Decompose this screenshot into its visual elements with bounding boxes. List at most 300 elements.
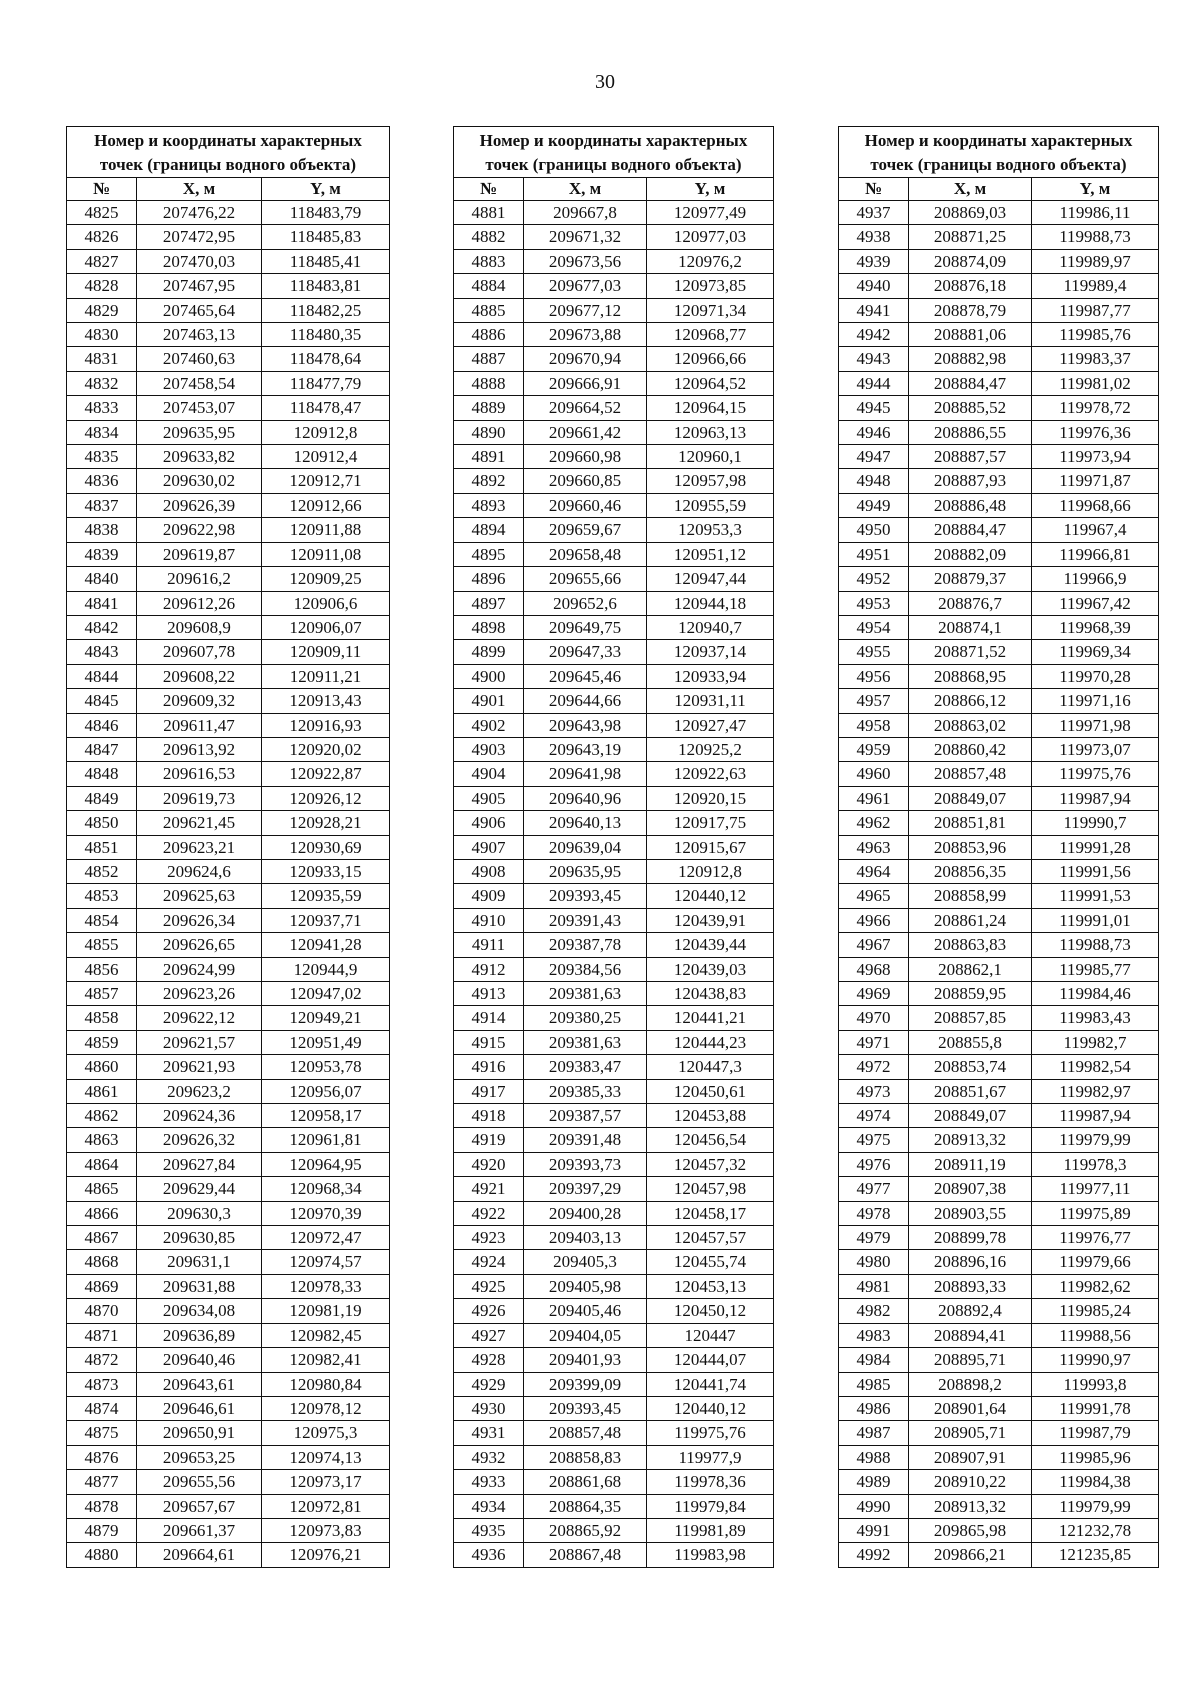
- point-number-cell: 4919: [454, 1128, 524, 1152]
- y-coordinate-cell: 120972,47: [262, 1226, 390, 1250]
- x-coordinate-cell: 208876,18: [909, 274, 1032, 298]
- x-coordinate-cell: 209608,9: [137, 615, 262, 639]
- y-coordinate-cell: 120957,98: [647, 469, 774, 493]
- x-coordinate-cell: 209660,98: [524, 445, 647, 469]
- y-coordinate-cell: 119976,36: [1032, 420, 1159, 444]
- y-coordinate-cell: 120931,11: [647, 689, 774, 713]
- x-coordinate-cell: 207463,13: [137, 323, 262, 347]
- table-row: [454, 591, 774, 615]
- x-coordinate-cell: 208887,57: [909, 445, 1032, 469]
- point-number-cell: 4945: [839, 396, 909, 420]
- table-row: [454, 1226, 774, 1250]
- x-coordinate-cell: 208886,55: [909, 420, 1032, 444]
- point-number-cell: 4885: [454, 298, 524, 322]
- point-number-cell: 4939: [839, 249, 909, 273]
- point-number-cell: 4968: [839, 957, 909, 981]
- y-coordinate-cell: 119967,4: [1032, 518, 1159, 542]
- y-coordinate-cell: 119971,87: [1032, 469, 1159, 493]
- y-coordinate-cell: 120439,44: [647, 933, 774, 957]
- y-coordinate-cell: 120953,3: [647, 518, 774, 542]
- table-row: [67, 1079, 390, 1103]
- point-number-cell: 4946: [839, 420, 909, 444]
- y-coordinate-cell: 120958,17: [262, 1104, 390, 1128]
- y-coordinate-cell: 120947,02: [262, 982, 390, 1006]
- y-coordinate-cell: 120447: [647, 1323, 774, 1347]
- point-number-cell: 4957: [839, 689, 909, 713]
- x-coordinate-cell: 208851,67: [909, 1079, 1032, 1103]
- x-coordinate-cell: 209385,33: [524, 1079, 647, 1103]
- x-coordinate-cell: 209613,92: [137, 737, 262, 761]
- x-coordinate-cell: 209624,6: [137, 859, 262, 883]
- y-coordinate-cell: 120925,2: [647, 737, 774, 761]
- table-row: [454, 957, 774, 981]
- x-coordinate-cell: 209403,13: [524, 1226, 647, 1250]
- table-row: [67, 957, 390, 981]
- coordinates-table-1: [66, 126, 390, 1568]
- y-coordinate-cell: 120966,66: [647, 347, 774, 371]
- y-coordinate-cell: 119986,11: [1032, 201, 1159, 225]
- point-number-cell: 4932: [454, 1445, 524, 1469]
- point-number-cell: 4951: [839, 542, 909, 566]
- point-number-cell: 4954: [839, 615, 909, 639]
- table-row: [454, 1543, 774, 1567]
- point-number-cell: 4846: [67, 713, 137, 737]
- x-coordinate-cell: 209401,93: [524, 1348, 647, 1372]
- table-row: [454, 274, 774, 298]
- point-number-cell: 4851: [67, 835, 137, 859]
- y-coordinate-cell: 119979,99: [1032, 1128, 1159, 1152]
- point-number-cell: 4895: [454, 542, 524, 566]
- y-coordinate-cell: 120457,98: [647, 1177, 774, 1201]
- point-number-cell: 4913: [454, 982, 524, 1006]
- table-row: [454, 1299, 774, 1323]
- x-coordinate-cell: 209391,48: [524, 1128, 647, 1152]
- y-coordinate-cell: 120920,15: [647, 786, 774, 810]
- column-header-x: X, м: [524, 178, 647, 201]
- y-coordinate-cell: 119983,98: [647, 1543, 774, 1567]
- x-coordinate-cell: 209621,57: [137, 1030, 262, 1054]
- y-coordinate-cell: 119969,34: [1032, 640, 1159, 664]
- point-number-cell: 4973: [839, 1079, 909, 1103]
- table-row: [839, 518, 1159, 542]
- x-coordinate-cell: 209657,67: [137, 1494, 262, 1518]
- y-coordinate-cell: 120937,14: [647, 640, 774, 664]
- point-number-cell: 4921: [454, 1177, 524, 1201]
- x-coordinate-cell: 208853,96: [909, 835, 1032, 859]
- point-number-cell: 4965: [839, 884, 909, 908]
- table-row: [839, 835, 1159, 859]
- point-number-cell: 4956: [839, 664, 909, 688]
- table-row: [454, 1348, 774, 1372]
- x-coordinate-cell: 208903,55: [909, 1201, 1032, 1225]
- x-coordinate-cell: 209645,46: [524, 664, 647, 688]
- table-title: Номер и координаты характерных точек (границы водного объекта): [67, 127, 390, 178]
- x-coordinate-cell: 209608,22: [137, 664, 262, 688]
- point-number-cell: 4898: [454, 615, 524, 639]
- point-number-cell: 4883: [454, 249, 524, 273]
- table-row: [454, 567, 774, 591]
- point-number-cell: 4902: [454, 713, 524, 737]
- table-row: [839, 1177, 1159, 1201]
- y-coordinate-cell: 119970,28: [1032, 664, 1159, 688]
- table-row: [454, 1445, 774, 1469]
- column-header-y: Y, м: [1032, 178, 1159, 201]
- y-coordinate-cell: 120439,91: [647, 908, 774, 932]
- point-number-cell: 4868: [67, 1250, 137, 1274]
- table-row: [67, 1177, 390, 1201]
- point-number-cell: 4899: [454, 640, 524, 664]
- point-number-cell: 4897: [454, 591, 524, 615]
- x-coordinate-cell: 209635,95: [137, 420, 262, 444]
- y-coordinate-cell: 120450,61: [647, 1079, 774, 1103]
- x-coordinate-cell: 208885,52: [909, 396, 1032, 420]
- table-row: [839, 1201, 1159, 1225]
- point-number-cell: 4950: [839, 518, 909, 542]
- point-number-cell: 4938: [839, 225, 909, 249]
- x-coordinate-cell: 208876,7: [909, 591, 1032, 615]
- point-number-cell: 4964: [839, 859, 909, 883]
- point-number-cell: 4952: [839, 567, 909, 591]
- point-number-cell: 4844: [67, 664, 137, 688]
- y-coordinate-cell: 120456,54: [647, 1128, 774, 1152]
- table-row: [67, 445, 390, 469]
- table-row: [454, 1274, 774, 1298]
- y-coordinate-cell: 119991,28: [1032, 835, 1159, 859]
- y-coordinate-cell: 120912,66: [262, 493, 390, 517]
- table-row: [67, 1348, 390, 1372]
- x-coordinate-cell: 208901,64: [909, 1396, 1032, 1420]
- y-coordinate-cell: 120933,94: [647, 664, 774, 688]
- y-coordinate-cell: 120911,08: [262, 542, 390, 566]
- point-number-cell: 4860: [67, 1055, 137, 1079]
- table-row: [839, 908, 1159, 932]
- y-coordinate-cell: 120906,6: [262, 591, 390, 615]
- x-coordinate-cell: 208857,48: [524, 1421, 647, 1445]
- point-number-cell: 4873: [67, 1372, 137, 1396]
- table-row: [454, 542, 774, 566]
- y-coordinate-cell: 120441,74: [647, 1372, 774, 1396]
- x-coordinate-cell: 208882,09: [909, 542, 1032, 566]
- x-coordinate-cell: 209623,26: [137, 982, 262, 1006]
- x-coordinate-cell: 208849,07: [909, 1104, 1032, 1128]
- x-coordinate-cell: 209387,57: [524, 1104, 647, 1128]
- x-coordinate-cell: 208851,81: [909, 811, 1032, 835]
- table-row: [67, 371, 390, 395]
- table-row: [839, 762, 1159, 786]
- point-number-cell: 4958: [839, 713, 909, 737]
- y-coordinate-cell: 118483,81: [262, 274, 390, 298]
- table-row: [67, 1323, 390, 1347]
- table-row: [839, 1494, 1159, 1518]
- table-row: [839, 1470, 1159, 1494]
- point-number-cell: 4916: [454, 1055, 524, 1079]
- x-coordinate-cell: 208858,99: [909, 884, 1032, 908]
- table-row: [454, 201, 774, 225]
- table-row: [454, 640, 774, 664]
- point-number-cell: 4857: [67, 982, 137, 1006]
- y-coordinate-cell: 120913,43: [262, 689, 390, 713]
- table-row: [839, 664, 1159, 688]
- y-coordinate-cell: 120968,34: [262, 1177, 390, 1201]
- x-coordinate-cell: 208863,83: [909, 933, 1032, 957]
- x-coordinate-cell: 208886,48: [909, 493, 1032, 517]
- table-row: [67, 1494, 390, 1518]
- y-coordinate-cell: 120909,11: [262, 640, 390, 664]
- x-coordinate-cell: 208892,4: [909, 1299, 1032, 1323]
- x-coordinate-cell: 209641,98: [524, 762, 647, 786]
- table-row: [839, 567, 1159, 591]
- y-coordinate-cell: 119966,9: [1032, 567, 1159, 591]
- table-row: [67, 1372, 390, 1396]
- x-coordinate-cell: 207465,64: [137, 298, 262, 322]
- table-row: [839, 786, 1159, 810]
- table-row: [67, 201, 390, 225]
- y-coordinate-cell: 119982,7: [1032, 1030, 1159, 1054]
- table-row: [839, 274, 1159, 298]
- column-header-x: X, м: [909, 178, 1032, 201]
- column-header-number: №: [454, 178, 524, 201]
- x-coordinate-cell: 208887,93: [909, 469, 1032, 493]
- table-row: [67, 274, 390, 298]
- table-row: [454, 1006, 774, 1030]
- y-coordinate-cell: 119988,73: [1032, 933, 1159, 957]
- table-row: [839, 689, 1159, 713]
- x-coordinate-cell: 208911,19: [909, 1152, 1032, 1176]
- x-coordinate-cell: 209634,08: [137, 1299, 262, 1323]
- y-coordinate-cell: 119991,01: [1032, 908, 1159, 932]
- y-coordinate-cell: 120912,4: [262, 445, 390, 469]
- x-coordinate-cell: 209627,84: [137, 1152, 262, 1176]
- point-number-cell: 4866: [67, 1201, 137, 1225]
- point-number-cell: 4878: [67, 1494, 137, 1518]
- y-coordinate-cell: 119978,3: [1032, 1152, 1159, 1176]
- y-coordinate-cell: 120972,81: [262, 1494, 390, 1518]
- x-coordinate-cell: 209655,66: [524, 567, 647, 591]
- y-coordinate-cell: 120976,21: [262, 1543, 390, 1567]
- y-coordinate-cell: 120911,21: [262, 664, 390, 688]
- point-number-cell: 4978: [839, 1201, 909, 1225]
- point-number-cell: 4867: [67, 1226, 137, 1250]
- point-number-cell: 4849: [67, 786, 137, 810]
- x-coordinate-cell: 209626,39: [137, 493, 262, 517]
- y-coordinate-cell: 120964,52: [647, 371, 774, 395]
- table-row: [839, 1299, 1159, 1323]
- y-coordinate-cell: 119971,16: [1032, 689, 1159, 713]
- y-coordinate-cell: 119984,38: [1032, 1470, 1159, 1494]
- table-row: [454, 835, 774, 859]
- y-coordinate-cell: 119981,89: [647, 1518, 774, 1542]
- x-coordinate-cell: 209621,45: [137, 811, 262, 835]
- point-number-cell: 4960: [839, 762, 909, 786]
- y-coordinate-cell: 119981,02: [1032, 371, 1159, 395]
- y-coordinate-cell: 119985,96: [1032, 1445, 1159, 1469]
- y-coordinate-cell: 120912,8: [262, 420, 390, 444]
- y-coordinate-cell: 118482,25: [262, 298, 390, 322]
- x-coordinate-cell: 208857,48: [909, 762, 1032, 786]
- point-number-cell: 4864: [67, 1152, 137, 1176]
- x-coordinate-cell: 208907,38: [909, 1177, 1032, 1201]
- table-row: [839, 1079, 1159, 1103]
- y-coordinate-cell: 120963,13: [647, 420, 774, 444]
- y-coordinate-cell: 120964,95: [262, 1152, 390, 1176]
- table-row: [67, 640, 390, 664]
- y-coordinate-cell: 119993,8: [1032, 1372, 1159, 1396]
- point-number-cell: 4904: [454, 762, 524, 786]
- x-coordinate-cell: 207460,63: [137, 347, 262, 371]
- table-row: [67, 1421, 390, 1445]
- point-number-cell: 4974: [839, 1104, 909, 1128]
- point-number-cell: 4944: [839, 371, 909, 395]
- y-coordinate-cell: 119973,07: [1032, 737, 1159, 761]
- table-row: [839, 1421, 1159, 1445]
- x-coordinate-cell: 208857,85: [909, 1006, 1032, 1030]
- table-row: [839, 1396, 1159, 1420]
- point-number-cell: 4989: [839, 1470, 909, 1494]
- table-row: [454, 249, 774, 273]
- table-row: [67, 1030, 390, 1054]
- y-coordinate-cell: 120947,44: [647, 567, 774, 591]
- x-coordinate-cell: 208860,42: [909, 737, 1032, 761]
- table-row: [67, 518, 390, 542]
- table-row: [839, 713, 1159, 737]
- x-coordinate-cell: 209623,21: [137, 835, 262, 859]
- table-row: [839, 1104, 1159, 1128]
- table-row: [839, 811, 1159, 835]
- x-coordinate-cell: 209655,56: [137, 1470, 262, 1494]
- x-coordinate-cell: 209677,03: [524, 274, 647, 298]
- table-row: [839, 933, 1159, 957]
- x-coordinate-cell: 209652,6: [524, 591, 647, 615]
- table-row: [67, 1396, 390, 1420]
- point-number-cell: 4986: [839, 1396, 909, 1420]
- x-coordinate-cell: 209611,47: [137, 713, 262, 737]
- point-number-cell: 4976: [839, 1152, 909, 1176]
- x-coordinate-cell: 209673,88: [524, 323, 647, 347]
- x-coordinate-cell: 209381,63: [524, 982, 647, 1006]
- y-coordinate-cell: 119987,94: [1032, 1104, 1159, 1128]
- x-coordinate-cell: 209626,34: [137, 908, 262, 932]
- y-coordinate-cell: 120980,84: [262, 1372, 390, 1396]
- point-number-cell: 4937: [839, 201, 909, 225]
- y-coordinate-cell: 120911,88: [262, 518, 390, 542]
- point-number-cell: 4923: [454, 1226, 524, 1250]
- x-coordinate-cell: 209399,09: [524, 1372, 647, 1396]
- x-coordinate-cell: 208866,12: [909, 689, 1032, 713]
- point-number-cell: 4942: [839, 323, 909, 347]
- table-row: [454, 1323, 774, 1347]
- point-number-cell: 4859: [67, 1030, 137, 1054]
- table-row: [454, 298, 774, 322]
- x-coordinate-cell: 209653,25: [137, 1445, 262, 1469]
- table-row: [454, 420, 774, 444]
- table-row: [454, 371, 774, 395]
- x-coordinate-cell: 208878,79: [909, 298, 1032, 322]
- y-coordinate-cell: 120922,63: [647, 762, 774, 786]
- y-coordinate-cell: 120981,19: [262, 1299, 390, 1323]
- table-row: [67, 225, 390, 249]
- table-row: [67, 737, 390, 761]
- y-coordinate-cell: 120976,2: [647, 249, 774, 273]
- x-coordinate-cell: 208874,09: [909, 249, 1032, 273]
- table-row: [67, 762, 390, 786]
- x-coordinate-cell: 207472,95: [137, 225, 262, 249]
- column-header-number: №: [67, 178, 137, 201]
- point-number-cell: 4836: [67, 469, 137, 493]
- x-coordinate-cell: 208881,06: [909, 323, 1032, 347]
- x-coordinate-cell: 209673,56: [524, 249, 647, 273]
- point-number-cell: 4992: [839, 1543, 909, 1567]
- y-coordinate-cell: 120438,83: [647, 982, 774, 1006]
- point-number-cell: 4828: [67, 274, 137, 298]
- x-coordinate-cell: 208884,47: [909, 518, 1032, 542]
- x-coordinate-cell: 209646,61: [137, 1396, 262, 1420]
- point-number-cell: 4842: [67, 615, 137, 639]
- x-coordinate-cell: 209649,75: [524, 615, 647, 639]
- x-coordinate-cell: 208874,1: [909, 615, 1032, 639]
- point-number-cell: 4863: [67, 1128, 137, 1152]
- x-coordinate-cell: 209404,05: [524, 1323, 647, 1347]
- y-coordinate-cell: 120912,71: [262, 469, 390, 493]
- table-row: [839, 469, 1159, 493]
- table-row: [839, 957, 1159, 981]
- x-coordinate-cell: 209624,99: [137, 957, 262, 981]
- table-row: [67, 908, 390, 932]
- table-row: [454, 445, 774, 469]
- y-coordinate-cell: 119978,36: [647, 1470, 774, 1494]
- x-coordinate-cell: 209667,8: [524, 201, 647, 225]
- x-coordinate-cell: 208913,32: [909, 1494, 1032, 1518]
- y-coordinate-cell: 119987,94: [1032, 786, 1159, 810]
- table-body: [454, 201, 774, 1568]
- table-row: [454, 1030, 774, 1054]
- table-row: [454, 1128, 774, 1152]
- y-coordinate-cell: 118483,79: [262, 201, 390, 225]
- x-coordinate-cell: 208861,24: [909, 908, 1032, 932]
- point-number-cell: 4879: [67, 1518, 137, 1542]
- point-number-cell: 4926: [454, 1299, 524, 1323]
- x-coordinate-cell: 209624,36: [137, 1104, 262, 1128]
- point-number-cell: 4909: [454, 884, 524, 908]
- y-coordinate-cell: 120960,1: [647, 445, 774, 469]
- point-number-cell: 4920: [454, 1152, 524, 1176]
- table-row: [454, 1518, 774, 1542]
- point-number-cell: 4901: [454, 689, 524, 713]
- y-coordinate-cell: 119985,24: [1032, 1299, 1159, 1323]
- y-coordinate-cell: 120912,8: [647, 859, 774, 883]
- point-number-cell: 4903: [454, 737, 524, 761]
- y-coordinate-cell: 119990,7: [1032, 811, 1159, 835]
- table-row: [454, 737, 774, 761]
- point-number-cell: 4918: [454, 1104, 524, 1128]
- x-coordinate-cell: 209640,46: [137, 1348, 262, 1372]
- y-coordinate-cell: 120909,25: [262, 567, 390, 591]
- x-coordinate-cell: 209635,95: [524, 859, 647, 883]
- point-number-cell: 4884: [454, 274, 524, 298]
- x-coordinate-cell: 209612,26: [137, 591, 262, 615]
- x-coordinate-cell: 208871,25: [909, 225, 1032, 249]
- point-number-cell: 4850: [67, 811, 137, 835]
- point-number-cell: 4854: [67, 908, 137, 932]
- point-number-cell: 4890: [454, 420, 524, 444]
- table-row: [67, 542, 390, 566]
- point-number-cell: 4876: [67, 1445, 137, 1469]
- table-row: [839, 1372, 1159, 1396]
- y-coordinate-cell: 120933,15: [262, 859, 390, 883]
- y-coordinate-cell: 120440,12: [647, 1396, 774, 1420]
- x-coordinate-cell: 209636,89: [137, 1323, 262, 1347]
- x-coordinate-cell: 209622,12: [137, 1006, 262, 1030]
- point-number-cell: 4841: [67, 591, 137, 615]
